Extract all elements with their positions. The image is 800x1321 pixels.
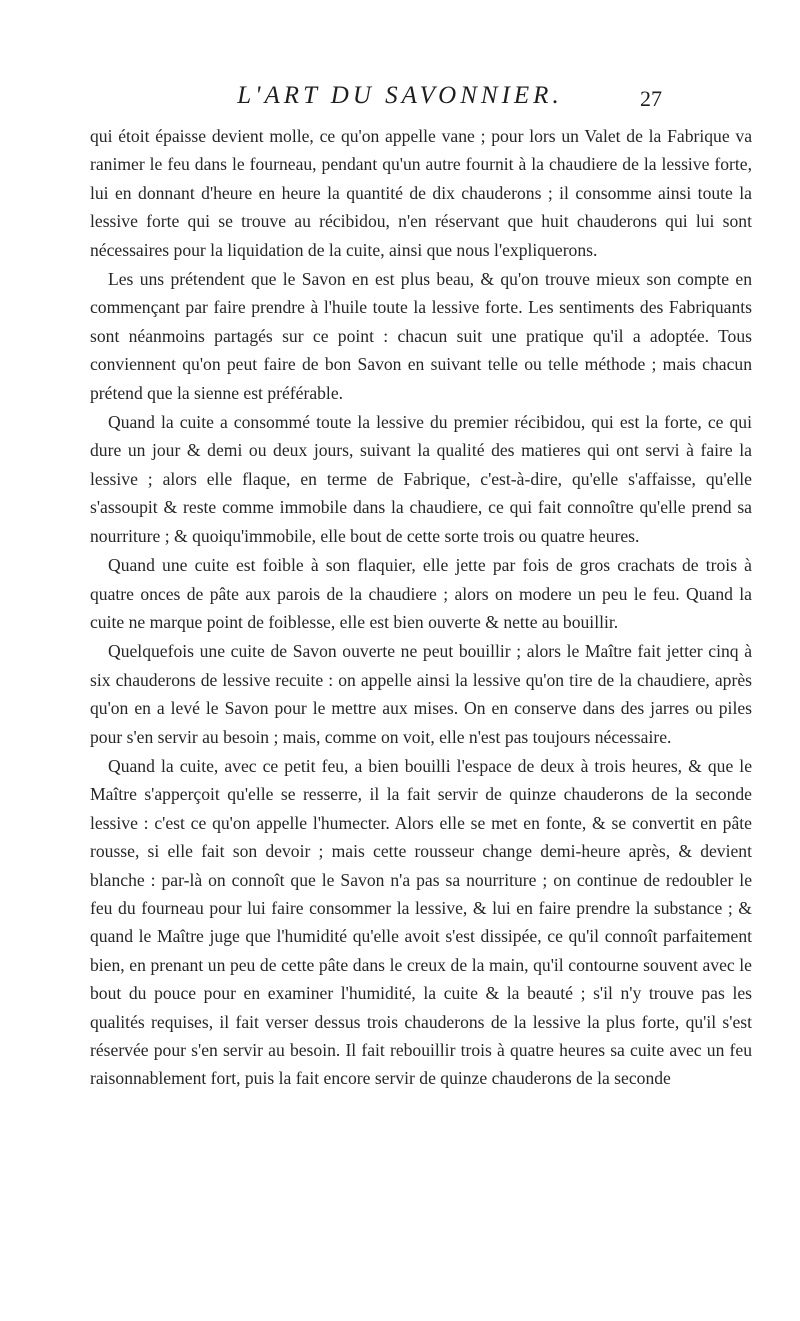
running-title: L'ART DU SAVONNIER. — [237, 82, 563, 109]
body-text — [90, 122, 752, 1093]
paragraph: Quand la cuite, avec ce petit feu, a bien bouilli l'espace de deux à trois heures, & que le Maître s'apperçoit qu'elle se resserre, il la fait servir de quinze chauderons de la seconde lessive : c'est ce qu'on appelle l'humecter. Alors elle se met en fonte, & se convertit en pâte rousse, si elle fait son devoir ; mais cette rousseur change demi-heure après, & devient blanche : par-là on connoît que le Savon n'a pas sa nourriture ; on continue de redoubler le feu du fourneau pour lui faire consommer la lessive, & lui en faire prendre la substance ; & quand le Maître juge que l'humidité qu'elle avoit s'est dissipée, ce qu'il connoît parfaitement bien, en prenant un peu de cette pâte dans le creux de la main, qu'il contourne souvent avec le bout du pouce pour en examiner l'humidité, la cuite & la beauté ; s'il n'y trouve pas les qualités requises, il fait verser dessus trois chauderons de la lessive la plus forte, qu'il s'est réservée pour s'en servir au besoin. Il fait rebouillir trois à quatre heures sa cuite avec un feu raisonnablement fort, puis la fait encore servir de quinze chauderons de la seconde — [90, 755, 752, 1089]
paragraph: qui étoit épaisse devient molle, ce qu'on appelle vane ; pour lors un Valet de la Fabrique va ranimer le feu dans le fourneau, pendant qu'un autre fournit à la chaudiere de la lessive forte, lui en donnant d'heure en heure la quantité de dix chauderons ; il consomme ainsi toute la lessive forte qui se trouve au récibidou, n'en réservant que huit chauderons qui lui sont nécessaires pour la liquidation de la cuite, ainsi que nous l'expliquerons. — [90, 126, 752, 260]
running-head — [0, 82, 800, 122]
paragraph: Quand une cuite est foible à son flaquier, elle jette par fois de gros crachats de trois à quatre onces de pâte aux parois de la chaudiere ; alors on modere un peu le feu. Quand la cuite ne marque point de foiblesse, elle est bien ouverte & nette au bouillir. — [90, 555, 752, 632]
paragraph: Quand la cuite a consommé toute la lessive du premier récibidou, qui est la forte, ce qui dure un jour & demi ou deux jours, suivant la qualité des matieres qui ont servi à faire la lessive ; alors elle flaque, en terme de Fabrique, c'est-à-dire, qu'elle s'affaisse, qu'elle s'assoupit & reste comme immobile dans la chaudiere, ce qui fait connoître qu'elle prend sa nourriture ; & quoiqu'immobile, elle bout de cette sorte trois ou quatre heures. — [90, 412, 752, 546]
page-number: 27 — [640, 86, 662, 111]
paragraph: Quelquefois une cuite de Savon ouverte ne peut bouillir ; alors le Maître fait jetter cinq à six chauderons de lessive recuite : on appelle ainsi la lessive qu'on tire de la chaudiere, après qu'on en a levé le Savon pour le mettre aux mises. On en conserve dans des jarres ou piles pour s'en servir au besoin ; mais, comme on voit, elle n'est pas toujours nécessaire. — [90, 641, 752, 747]
paragraph: Les uns prétendent que le Savon en est plus beau, & qu'on trouve mieux son compte en commençant par faire prendre à l'huile toute la lessive forte. Les sentiments des Fabriquants sont néanmoins partagés sur ce point : chacun suit une pratique qu'il a adoptée. Tous conviennent qu'on peut faire de bon Savon en suivant telle ou telle méthode ; mais chacun prétend que la sienne est préférable. — [90, 269, 752, 403]
